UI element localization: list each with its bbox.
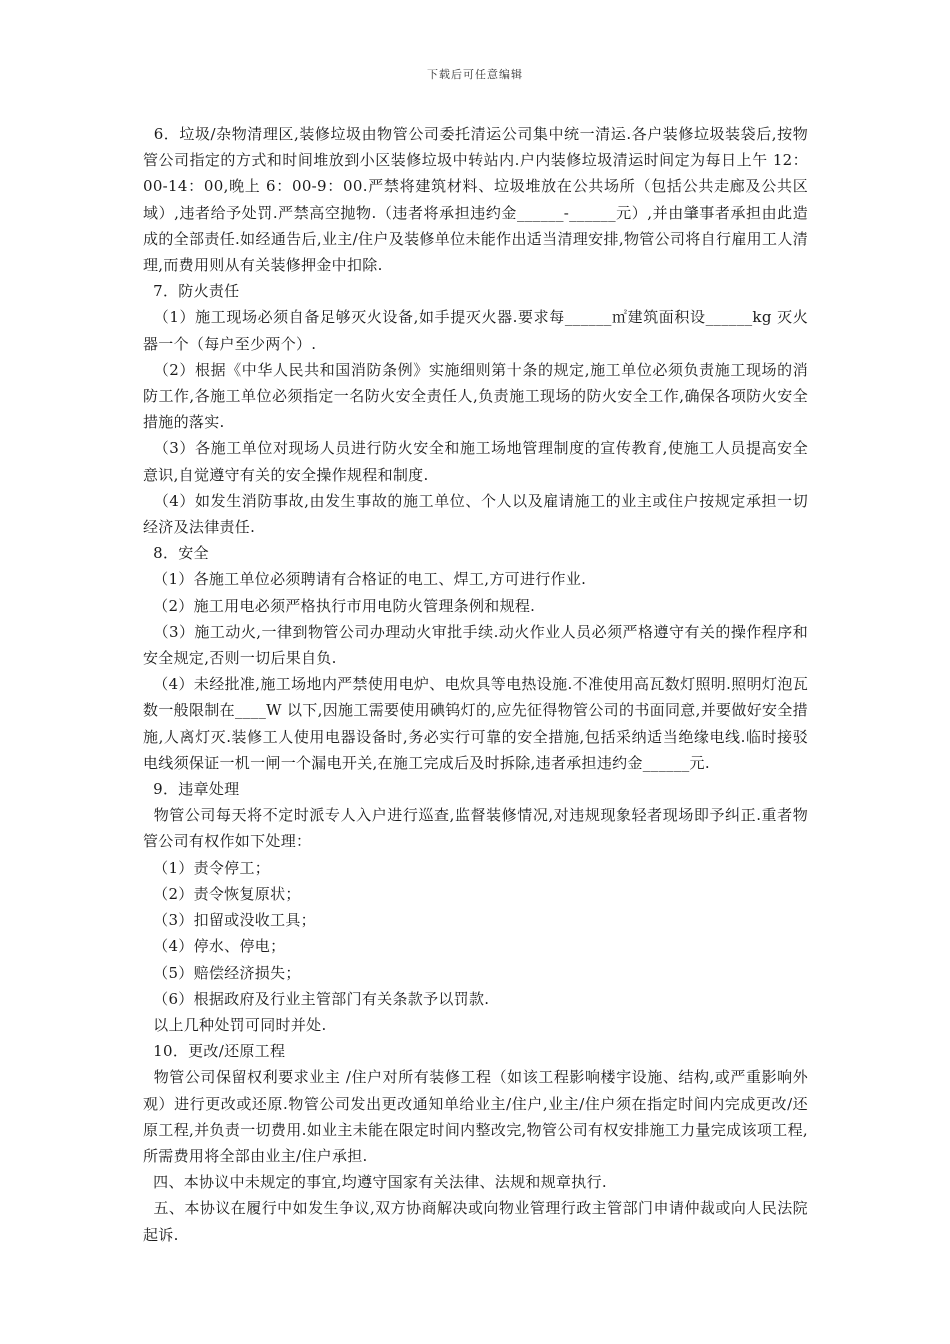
document-body [143, 121, 808, 1248]
paragraph-penalty-note: 以上几种处罚可同时并处. [143, 1015, 327, 1034]
section-heading-safety: 8．安全 [143, 544, 209, 563]
clause-five: 五、本协议在履行中如发生争议,双方协商解决或向物业管理行政主管部门申请仲裁或向人民法院起诉. [143, 1199, 808, 1244]
paragraph-safety-4: （4）未经批准,施工场地内严禁使用电炉、电炊具等电热设施.不准使用高瓦数灯照明.照明灯泡瓦数一般限制在____W 以下,因施工需要使用碘钨灯的,应先征得物管公司的书面同意,并要做好安全措施,人离灯灭.装修工人使用电器设备时,务必实行可靠的安全措施,包括采纳适当绝缘电线.临时接驳电线须保证一机一闸一个漏电开关,在施工完成后及时拆除,违者承担违约金______元. [143, 675, 808, 772]
paragraph-fire-2: （2）根据《中华人民共和国消防条例》实施细则第十条的规定,施工单位必须负责施工现场的消防工作,各施工单位必须指定一名防火安全责任人,负责施工现场的防火安全工作,确保各项防火安全措施的落实. [143, 360, 809, 432]
list-item-penalty-3: （3）扣留或没收工具； [143, 911, 316, 930]
paragraph-fire-1: （1）施工现场必须自备足够灭火设备,如手提灭火器.要求每______㎡建筑面积设______kg 灭火器一个（每户至少两个）. [143, 308, 809, 353]
paragraph-safety-2: （2）施工用电必须严格执行市用电防火管理条例和规程. [143, 596, 536, 615]
paragraph-safety-3: （3）施工动火,一律到物管公司办理动火审批手续.动火作业人员必须严格遵守有关的操作程序和安全规定,否则一切后果自负. [143, 622, 808, 668]
page-header: 下载后可任意编辑 [427, 68, 523, 81]
list-item-penalty-4: （4）停水、停电； [143, 937, 286, 956]
paragraph-item-6-garbage: 6．垃圾/杂物清理区,装修垃圾由物管公司委托清运公司集中统一清运.各户装修垃圾装袋后,按物管公司指定的方式和时间堆放到小区装修垃圾中转站内.户内装修垃圾清运时间定为每日上午 12：00-14：00,晚上 6：00-9：00.严禁将建筑材料、垃圾堆放在公共场所（包括公共走廊及公共区域）,违者给予处罚.严禁高空抛物.（违者将承担违约金______-______元）,并由肇事者承担由此造成的全部责任.如经通告后,业主/住户及装修单位未能作出适当清理安排,物管公司将自行雇用工人清理,而费用则从有关装修押金中扣除. [143, 125, 809, 275]
list-item-penalty-6: （6）根据政府及行业主管部门有关条款予以罚款. [143, 989, 490, 1008]
section-heading-restore: 10．更改/还原工程 [143, 1042, 286, 1061]
paragraph-restore: 物管公司保留权利要求业主 /住户对所有装修工程（如该工程影响楼宇设施、结构,或严重影响外观）进行更改或还原.物管公司发出更改通知单给业主/住户,业主/住户须在指定时间内完成更改/还原工程,并负责一切费用.如业主未能在限定时间内整改完,物管公司有权安排施工力量完成该项工程,所需费用将全部由业主/住户承担. [143, 1068, 809, 1165]
clause-four: 四、本协议中未规定的事宜,均遵守国家有关法律、法规和规章执行. [143, 1173, 607, 1192]
section-heading-violations: 9．违章处理 [143, 780, 240, 799]
paragraph-fire-4: （4）如发生消防事故,由发生事故的施工单位、个人以及雇请施工的业主或住户按规定承担一切经济及法律责任. [143, 491, 809, 537]
list-item-penalty-1: （1）责令停工； [143, 858, 271, 877]
paragraph-safety-1: （1）各施工单位必须聘请有合格证的电工、焊工,方可进行作业. [143, 570, 587, 589]
paragraph-violations-intro: 物管公司每天将不定时派专人入户进行巡查,监督装修情况,对违规现象轻者现场即予纠正.重者物管公司有权作如下处理： [143, 806, 808, 851]
list-item-penalty-2: （2）责令恢复原状； [143, 884, 301, 903]
paragraph-fire-3: （3）各施工单位对现场人员进行防火安全和施工场地管理制度的宣传教育,使施工人员提高安全意识,自觉遵守有关的安全操作规程和制度. [143, 439, 809, 484]
list-item-penalty-5: （5）赔偿经济损失； [143, 963, 301, 982]
section-heading-fire: 7．防火责任 [143, 282, 240, 301]
